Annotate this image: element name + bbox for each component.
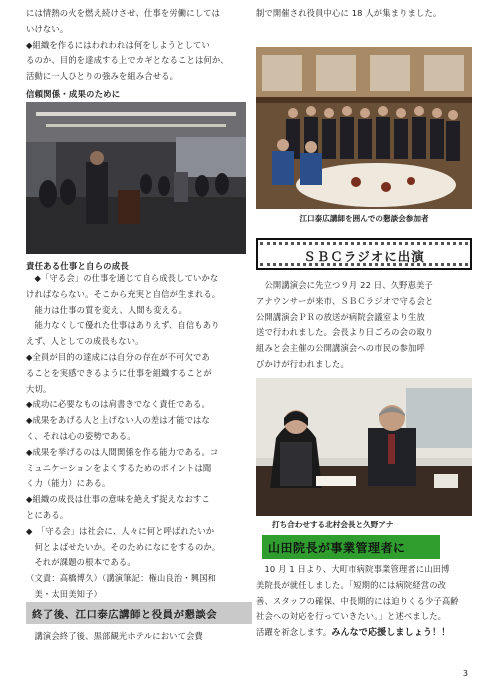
text-line: 社会への対応を行っていきたい。」と述べました。 — [256, 611, 447, 622]
body-text — [26, 271, 252, 603]
radio-text — [256, 278, 476, 373]
text-line: とにある。 — [26, 509, 69, 520]
text-line: ミュニケーションをよくするためのポイントは聞 — [26, 462, 212, 473]
text-line: えず、人としての成長もない。 — [26, 336, 144, 347]
text-line: ◆成果をあげる人と上げない人の差は才能ではな — [26, 415, 210, 426]
meeting-photo-caption: 打ち合わせする北村会長と久野アナ — [272, 520, 394, 529]
heading-responsibility: 責任ある仕事と自らの成長 — [26, 261, 129, 271]
text-line: 大切。 — [26, 383, 52, 394]
radio-title-box — [256, 238, 472, 270]
text-line: いけない。 — [26, 23, 69, 34]
text-line: ることを実感できるように仕事を組織することが — [26, 367, 212, 378]
text-line: ◆成功に必要なものは肩書きでなく責任である。 — [26, 399, 210, 410]
text-line: 美院長が就任しました。「短期的には病院経営の改 — [256, 579, 447, 590]
text-line: 善、スタッフの確保、中長期的には迫りくる少子高齢 — [256, 595, 459, 606]
director-title: 山田院長が事業管理者に — [262, 535, 440, 559]
text-line: 送で行われました。会長より日ごろの会の取り — [256, 327, 434, 338]
group-photo-caption: 江口泰広講師を囲んでの懇談会参加者 — [299, 214, 429, 223]
text-line: 講演会終了後、黒部観光ホテルにおいて会費 — [26, 631, 203, 641]
continued-text: 制で開催され役員中心に 18 人が集まりました。 — [256, 8, 442, 18]
meeting-photo — [256, 378, 472, 516]
text-line: く力（能力）にある。 — [26, 478, 111, 489]
radio-title: ＳＢＣラジオに出演 — [303, 249, 425, 264]
text-line: びかけが行われました。 — [256, 358, 349, 369]
text-line: 何とよばせたいか。そのためになにをするのか。 — [26, 541, 221, 552]
group-photo — [256, 47, 472, 209]
text-line: ◆全員が目的の達成には自分の存在が不可欠であ — [26, 351, 210, 362]
text-line: アナウンサーが来市、ＳＢＣラジオで守る会と — [256, 295, 434, 306]
text-line: 10 月 1 日より、大町市病院事業管理者に山田博 — [256, 564, 450, 574]
text-line: く、それは心の姿勢である。 — [26, 430, 136, 441]
text-line: 能力は仕事の質を変え、人間も変える。 — [26, 304, 187, 315]
director-text — [256, 562, 476, 642]
section-title-meeting: 終了後、江口泰広講師と役員が懇談会 — [26, 602, 252, 624]
text-line: 能力なくして優れた仕事はありえず、自信もあり — [26, 320, 220, 331]
lecture-photo — [26, 102, 246, 254]
text-line: ◆組織を作るにはわれわれは何をしようとしてい — [26, 39, 210, 50]
text-plain: 活躍を祈念します。 — [256, 627, 332, 638]
text-line: ◆組織の成長は仕事の意味を絶えず捉えなおすこ — [26, 494, 210, 505]
text-line: ◆ 「守る会」は社会に、人々に何と呼ばれたいか — [26, 525, 215, 536]
text-line: 公開講演会ＰＲの放送が病院会議室より生放 — [256, 311, 425, 322]
page-number: 3 — [462, 669, 468, 678]
text-line: ければならない。そこから充実と自信が生まれる。 — [26, 288, 221, 299]
text-line: ◆「守る会」の仕事を通じて自ら成長していかな — [26, 273, 219, 283]
text-line: 組みと会主催の公開講演会への市民の参加呼 — [256, 343, 425, 354]
text-line: 活動に一人ひとりの強みを組み合せる。 — [26, 71, 179, 82]
text-line: 公開講演会に先立つ９月 22 日、久野恵美子 — [256, 280, 433, 290]
heading-trust: 信頼関係・成果のために — [26, 89, 121, 99]
section-text — [26, 629, 252, 645]
text-line: るのか、目的を達成する上でカギとなることは何か、 — [26, 55, 229, 66]
text-line: 美・太田美知子） — [26, 588, 103, 599]
intro-text — [26, 6, 248, 85]
text-line: （文責：高橋博久）（講演筆記：権山良治・興国和 — [26, 573, 217, 584]
text-line: それが課題の根本である。 — [26, 557, 136, 568]
text-emphasis: みんなで応援しましょう！！ — [331, 628, 451, 639]
text-line — [256, 625, 476, 642]
text-line: には情熱の火を燃え続けさせ、仕事を労働にしては — [26, 8, 221, 18]
text-line: ◆成果を挙げるのは人間関係を作る能力である。コ — [26, 446, 219, 457]
